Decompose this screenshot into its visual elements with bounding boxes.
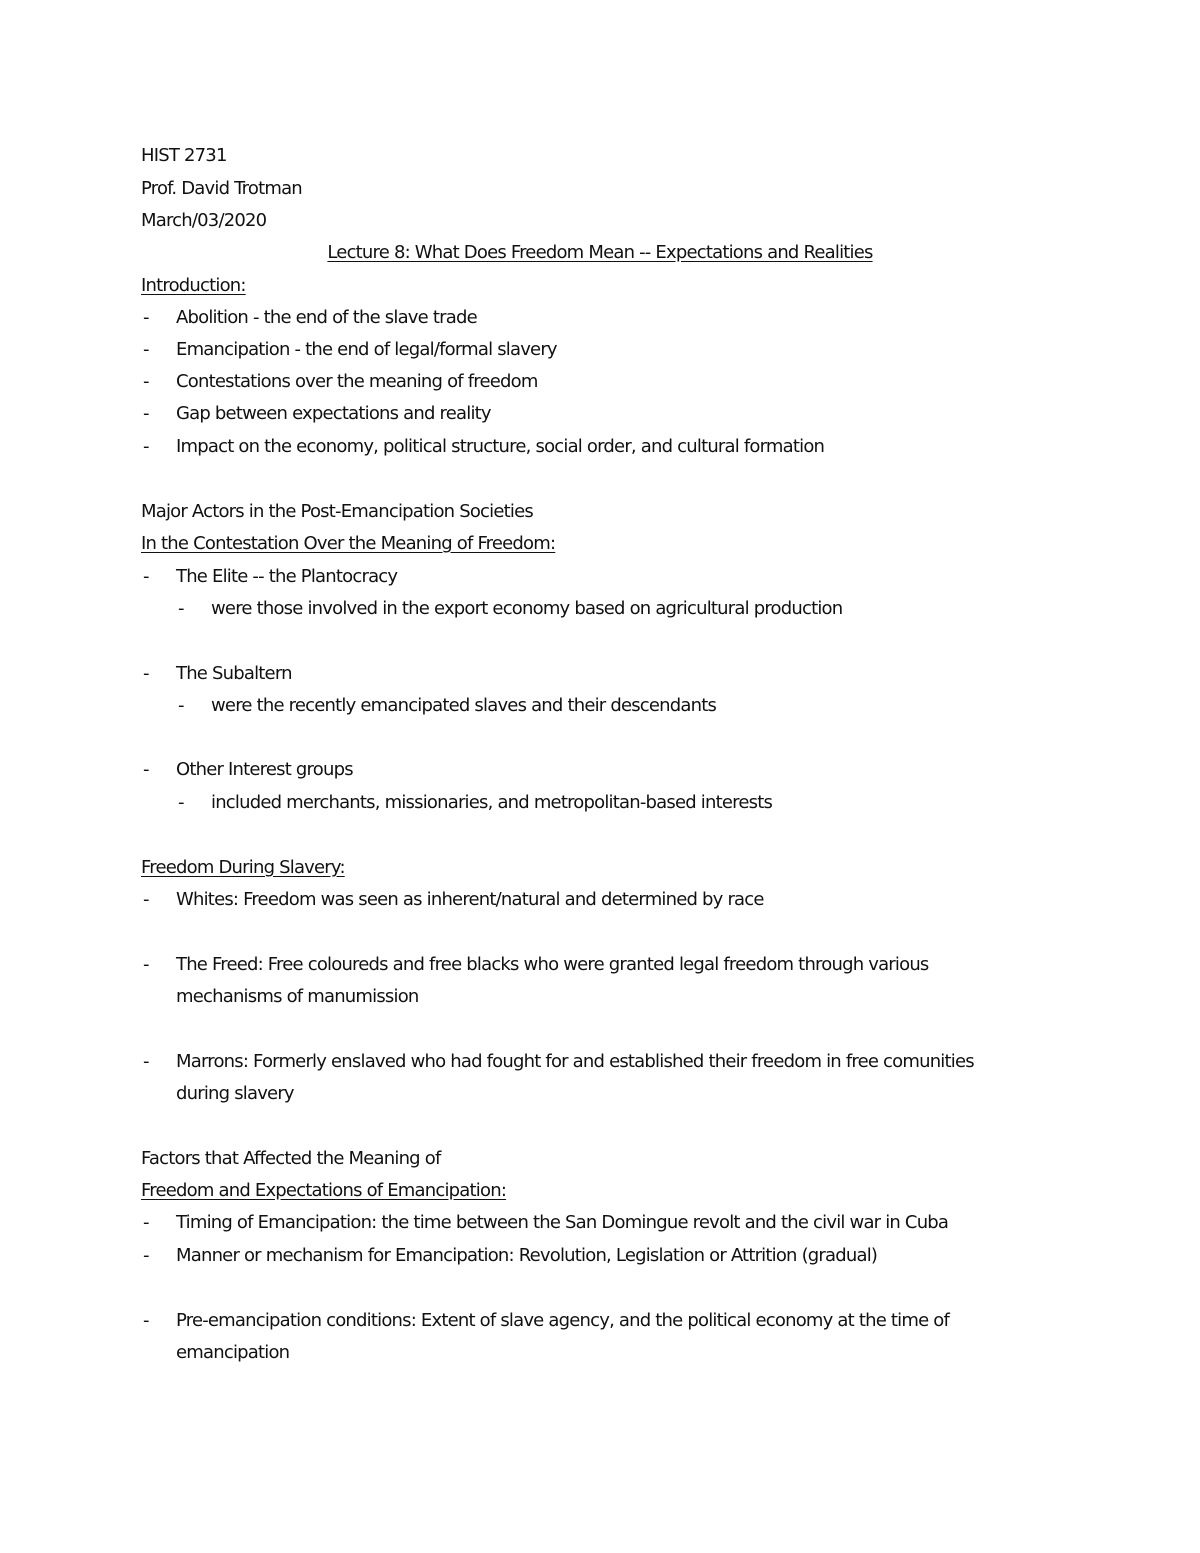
lecture-title: Lecture 8: What Does Freedom Mean -- Expectations and Realities (327, 242, 873, 263)
professor-name: Prof. David Trotman (141, 178, 302, 199)
factors-subheading: Freedom and Expectations of Emancipation: (141, 1180, 507, 1201)
bullet-dash: - (143, 889, 150, 910)
sub-bullet-dash: - (178, 792, 185, 813)
bullet-dash: - (143, 566, 150, 587)
factors-heading: Factors that Affected the Meaning of (141, 1148, 441, 1169)
sub-bullet-dash: - (178, 695, 185, 716)
actor-group: The Subaltern (176, 663, 292, 684)
actor-detail: included merchants, missionaries, and metropolitan-based interests (211, 792, 773, 813)
list-item: Pre-emancipation conditions: Extent of slave agency, and the political economy at the time of (176, 1310, 950, 1331)
bullet-dash: - (143, 663, 150, 684)
actor-detail: were the recently emancipated slaves and their descendants (211, 695, 717, 716)
bullet-dash: - (143, 954, 150, 975)
actor-group: The Elite -- the Plantocracy (176, 566, 398, 587)
bullet-dash: - (143, 1051, 150, 1072)
bullet-dash: - (143, 403, 150, 424)
list-item-continuation: mechanisms of manumission (176, 986, 419, 1007)
list-item: Marrons: Formerly enslaved who had fought for and established their freedom in free comunities (176, 1051, 974, 1072)
list-item: Manner or mechanism for Emancipation: Revolution, Legislation or Attrition (gradual) (176, 1245, 878, 1266)
lecture-date: March/03/2020 (141, 210, 267, 231)
bullet-dash: - (143, 1310, 150, 1331)
bullet-dash: - (143, 1245, 150, 1266)
actor-detail: were those involved in the export economy based on agricultural production (211, 598, 843, 619)
list-item: The Freed: Free coloureds and free blacks who were granted legal freedom through various (176, 954, 929, 975)
list-item: Abolition - the end of the slave trade (176, 307, 477, 328)
list-item-continuation: emancipation (176, 1342, 290, 1363)
list-item: Timing of Emancipation: the time between the San Domingue revolt and the civil war in Cuba (176, 1212, 949, 1233)
major-actors-heading: Major Actors in the Post-Emancipation Societies (141, 501, 533, 522)
course-code: HIST 2731 (141, 145, 227, 166)
bullet-dash: - (143, 371, 150, 392)
list-item-continuation: during slavery (176, 1083, 294, 1104)
bullet-dash: - (143, 759, 150, 780)
bullet-dash: - (143, 307, 150, 328)
list-item: Impact on the economy, political structure, social order, and cultural formation (176, 436, 825, 457)
bullet-dash: - (143, 1212, 150, 1233)
bullet-dash: - (143, 436, 150, 457)
list-item: Gap between expectations and reality (176, 403, 491, 424)
introduction-heading: Introduction: (141, 275, 246, 296)
sub-bullet-dash: - (178, 598, 185, 619)
actor-group: Other Interest groups (176, 759, 353, 780)
bullet-dash: - (143, 339, 150, 360)
freedom-during-slavery-heading: Freedom During Slavery: (141, 857, 345, 878)
list-item: Emancipation - the end of legal/formal slavery (176, 339, 557, 360)
list-item: Whites: Freedom was seen as inherent/natural and determined by race (176, 889, 764, 910)
contestation-heading: In the Contestation Over the Meaning of Freedom: (141, 533, 556, 554)
list-item: Contestations over the meaning of freedom (176, 371, 538, 392)
